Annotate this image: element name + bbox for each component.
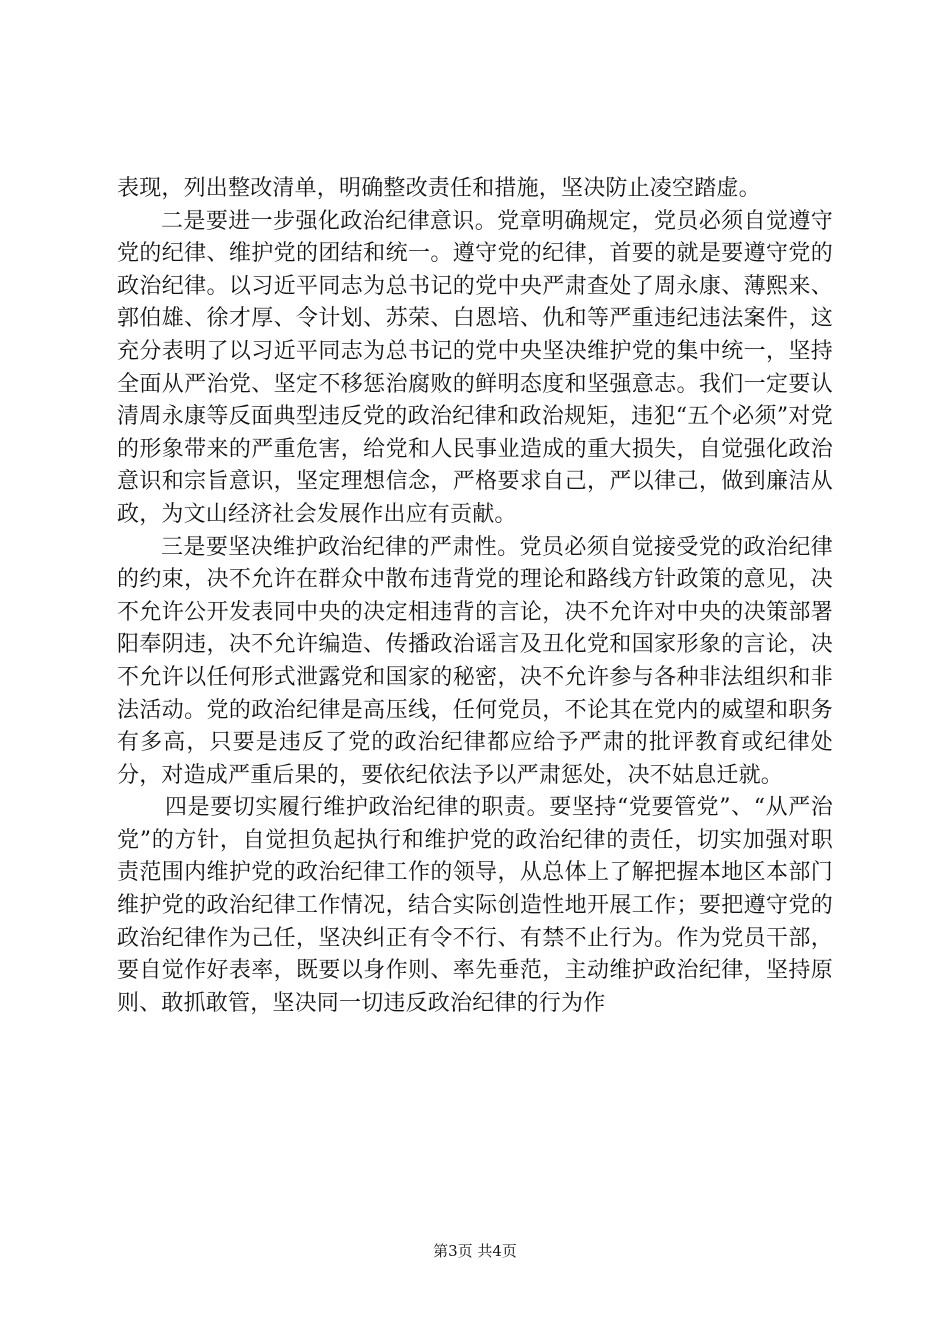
paragraph-political-discipline-seriousness: 三是要坚决维护政治纪律的严肃性。党员必须自觉接受党的政治纪律的约束，决不允许在群众中散布违背党的理论和路线方针政策的意见，决不允许公开发表同中央的决定相违背的言论，决不允许对中央的决策部署阳奉阴违，决不允许编造、传播政治谣言及丑化党和国家形象的言论，决不允许以任何形式泄露党和国家的秘密，决不允许参与各种非法组织和非法活动。党的政治纪律是高压线，任何党员，不论其在党内的威望和职务有多高，只要是违反了党的政治纪律都应给予严肃的批评教育或纪律处分，对造成严重后果的，要依纪依法予以严肃惩处，决不姑息迁就。 — [117, 534, 833, 788]
paragraph-political-discipline-duty: 四是要切实履行维护政治纪律的职责。要坚持“党要管党”、“从严治党”的方针，自觉担负起执行和维护党的政治纪律的责任，切实加强对职责范围内维护党的政治纪律工作的领导，从总体上了解把握本地区本部门维护党的政治纪律工作情况，结合实际创造性地开展工作；要把遵守党的政治纪律作为己任，坚决纠正有令不行、有禁不止行为。作为党员干部，要自觉作好表率，既要以身作则、率先垂范，主动维护政治纪律，坚持原则、敢抓敢管，坚决同一切违反政治纪律的行为作 — [117, 795, 833, 1016]
page-number: 第3页 共4页 — [433, 1242, 517, 1260]
paragraph-continuation: 表现，列出整改清单，明确整改责任和措施，坚决防止凌空踏虚。 — [117, 176, 761, 201]
document-body — [117, 173, 833, 1020]
page-footer — [0, 1240, 950, 1261]
paragraph-political-discipline-awareness: 二是要进一步强化政治纪律意识。党章明确规定，党员必须自觉遵守党的纪律、维护党的团结和统一。遵守党的纪律，首要的就是要遵守党的政治纪律。以习近平同志为总书记的党中央严肃查处了周永康、薄熙来、郭伯雄、徐才厚、令计划、苏荣、白恩培、仇和等严重违纪违法案件，这充分表明了以习近平同志为总书记的党中央坚决维护党的集中统一，坚持全面从严治党、坚定不移惩治腐败的鲜明态度和坚强意志。我们一定要认清周永康等反面典型违反党的政治纪律和政治规矩，违犯“五个必须”对党的形象带来的严重危害，给党和人民事业造成的重大损失，自觉强化政治意识和宗旨意识，坚定理想信念，严格要求自己，严以律己，做到廉洁从政，为文山经济社会发展作出应有贡献。 — [117, 208, 833, 527]
